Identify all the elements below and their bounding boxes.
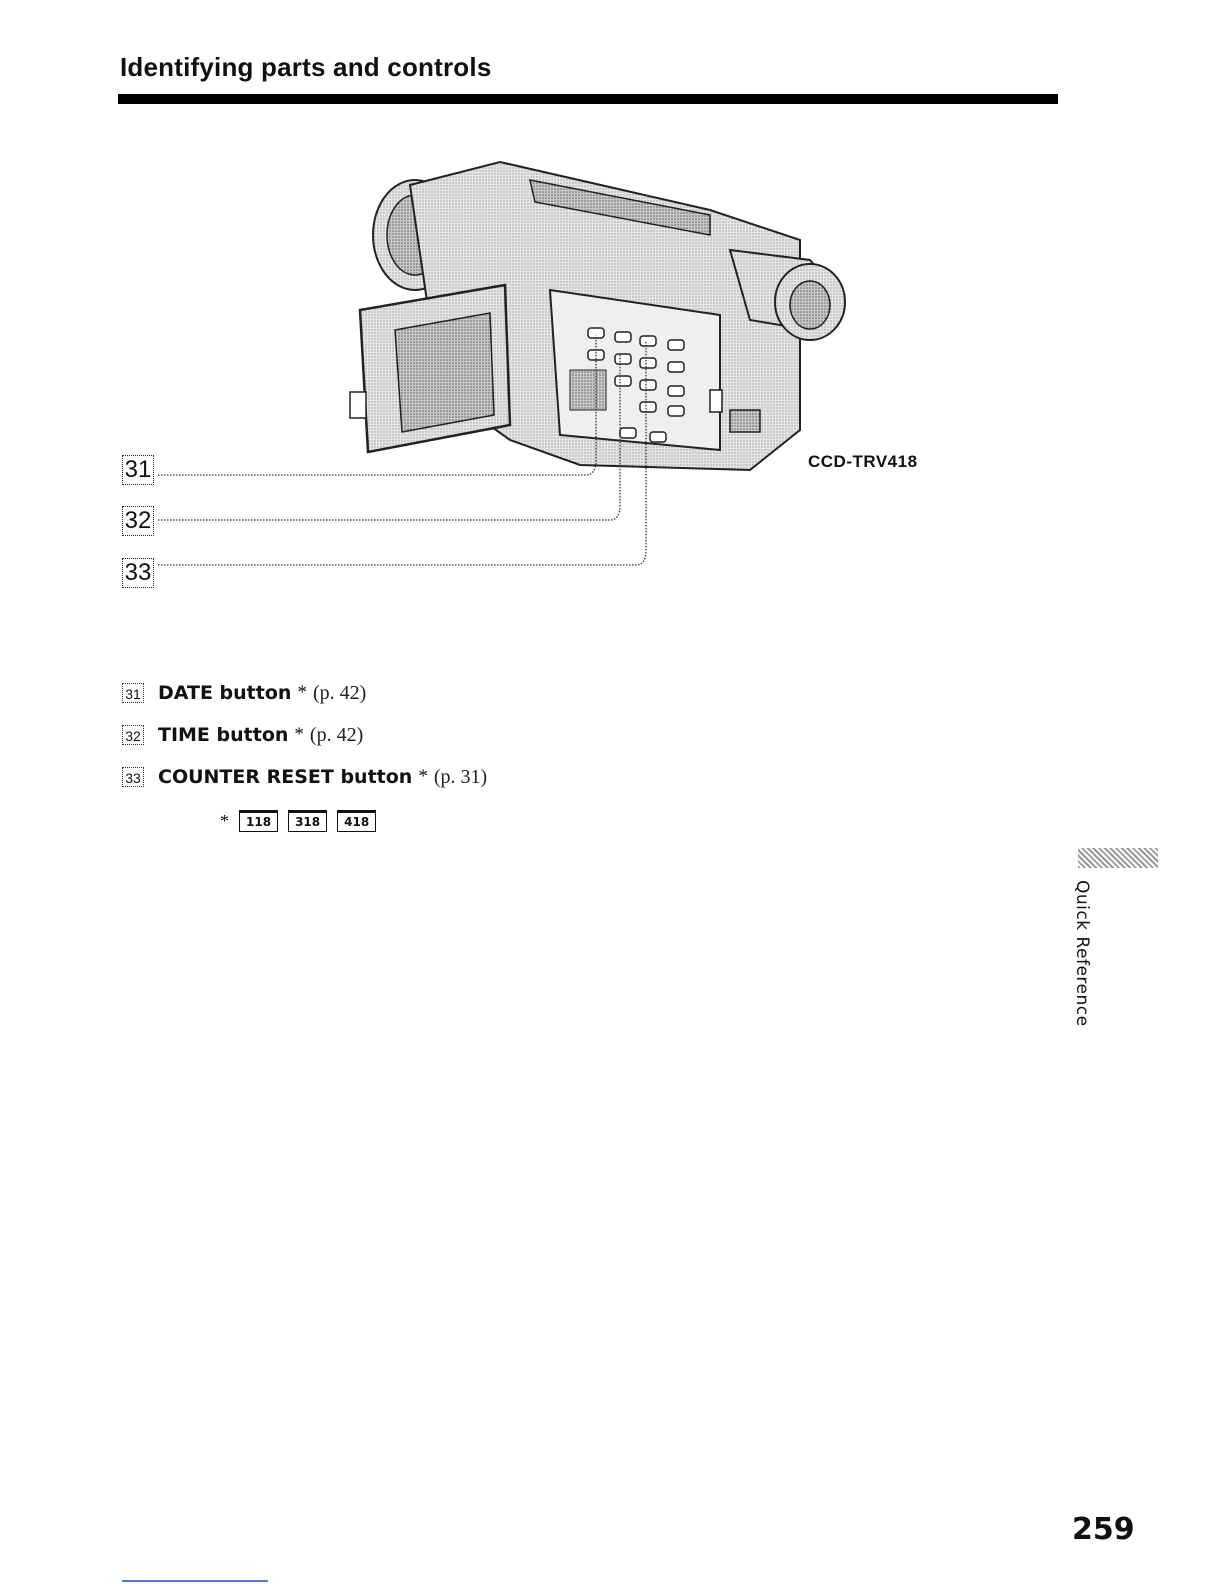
- model-badge: 118: [239, 810, 278, 832]
- legend-star: *: [294, 724, 304, 745]
- legend-star: *: [418, 766, 428, 787]
- model-badge: 418: [337, 810, 376, 832]
- legend-item: [122, 672, 487, 714]
- models-note-star: *: [220, 810, 229, 831]
- side-tab-label: Quick Reference: [1072, 880, 1092, 1027]
- model-label: CCD-TRV418: [808, 452, 918, 471]
- callout-32: 32: [122, 506, 154, 536]
- legend-item: [122, 756, 487, 798]
- page-reference: (p. 42): [312, 681, 367, 704]
- page-number: 259: [1072, 1512, 1135, 1547]
- page-title: Identifying parts and controls: [120, 52, 492, 82]
- page-reference: (p. 42): [309, 723, 364, 746]
- callout-31: 31: [122, 455, 154, 485]
- legend-number: 32: [122, 725, 144, 745]
- legend-number: 31: [122, 683, 144, 703]
- legend-star: *: [297, 682, 307, 703]
- side-tab-marker: [1078, 848, 1158, 868]
- legend-number: 33: [122, 767, 144, 787]
- model-badge: 318: [288, 810, 327, 832]
- footer-rule: [122, 1580, 268, 1582]
- camcorder-illustration: [110, 140, 1010, 610]
- title-rule: [118, 94, 1058, 104]
- camcorder-figure: [110, 140, 1010, 610]
- legend-item: [122, 714, 487, 756]
- models-note: [220, 810, 376, 832]
- page-reference: (p. 31): [433, 765, 488, 788]
- legend-label: COUNTER RESET button: [158, 766, 413, 788]
- legend-label: DATE button: [158, 682, 292, 704]
- parts-legend: [122, 672, 487, 798]
- callout-33: 33: [122, 558, 154, 588]
- legend-label: TIME button: [158, 724, 289, 746]
